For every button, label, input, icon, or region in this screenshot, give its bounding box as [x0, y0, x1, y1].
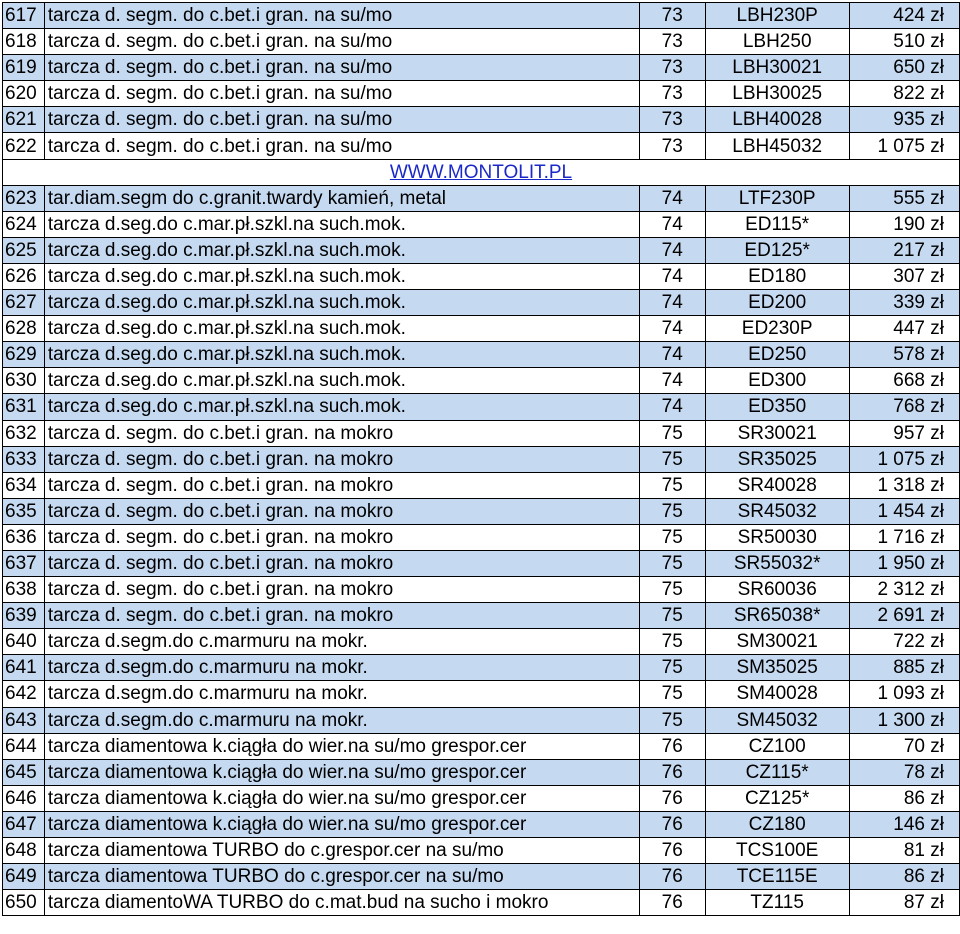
product-code-cell: SR45032: [705, 498, 849, 524]
product-code-cell: SM45032: [705, 707, 849, 733]
product-name-cell: tarcza d.seg.do c.mar.pł.szkl.na such.mok.: [44, 211, 639, 237]
product-name-cell: tarcza d. segm. do c.bet.i gran. na su/mo: [44, 133, 639, 159]
product-name-cell: tarcza d. segm. do c.bet.i gran. na su/mo: [44, 81, 639, 107]
row-number-cell: 640: [3, 629, 45, 655]
product-code-cell: ED200: [705, 290, 849, 316]
product-code-cell: CZ115*: [705, 759, 849, 785]
table-row: [3, 524, 960, 550]
catalog-page-cell: 74: [639, 237, 705, 263]
row-number-cell: 639: [3, 603, 45, 629]
product-name-cell: tarcza d.seg.do c.mar.pł.szkl.na such.mok.: [44, 316, 639, 342]
catalog-page-cell: 75: [639, 603, 705, 629]
price-cell: 510 zł: [849, 29, 959, 55]
price-cell: 190 zł: [849, 211, 959, 237]
table-row: [3, 733, 960, 759]
product-code-cell: SM30021: [705, 629, 849, 655]
row-number-cell: 628: [3, 316, 45, 342]
catalog-page-cell: 75: [639, 629, 705, 655]
product-name-cell: tarcza d. segm. do c.bet.i gran. na mokro: [44, 446, 639, 472]
table-row: [3, 263, 960, 289]
catalog-page-cell: 74: [639, 342, 705, 368]
product-code-cell: TZ115: [705, 890, 849, 916]
table-row: [3, 316, 960, 342]
catalog-page-cell: 73: [639, 107, 705, 133]
product-code-cell: SR55032*: [705, 550, 849, 576]
product-name-cell: tarcza diamentowa k.ciągła do wier.na su/mo grespor.cer: [44, 733, 639, 759]
product-name-cell: tarcza d. segm. do c.bet.i gran. na mokro: [44, 472, 639, 498]
product-name-cell: tarcza d.seg.do c.mar.pł.szkl.na such.mok.: [44, 394, 639, 420]
row-number-cell: 646: [3, 785, 45, 811]
product-code-cell: CZ100: [705, 733, 849, 759]
price-cell: 1 318 zł: [849, 472, 959, 498]
table-row: [3, 681, 960, 707]
product-name-cell: tarcza d. segm. do c.bet.i gran. na mokro: [44, 498, 639, 524]
link-row-group: [3, 159, 960, 185]
price-cell: 1 716 zł: [849, 524, 959, 550]
row-number-cell: 647: [3, 811, 45, 837]
price-cell: 555 zł: [849, 185, 959, 211]
table-row: [3, 342, 960, 368]
price-cell: 668 zł: [849, 368, 959, 394]
row-number-cell: 633: [3, 446, 45, 472]
product-code-cell: CZ125*: [705, 785, 849, 811]
product-name-cell: tarcza d.seg.do c.mar.pł.szkl.na such.mok.: [44, 237, 639, 263]
price-cell: 2 691 zł: [849, 603, 959, 629]
row-number-cell: 634: [3, 472, 45, 498]
price-list-body-top: [3, 3, 960, 160]
product-name-cell: tarcza d. segm. do c.bet.i gran. na mokro: [44, 550, 639, 576]
row-number-cell: 643: [3, 707, 45, 733]
catalog-page-cell: 75: [639, 524, 705, 550]
product-name-cell: tarcza d.segm.do c.marmuru na mokr.: [44, 655, 639, 681]
row-number-cell: 644: [3, 733, 45, 759]
row-number-cell: 641: [3, 655, 45, 681]
product-code-cell: LBH230P: [705, 3, 849, 29]
product-code-cell: TCE115E: [705, 864, 849, 890]
catalog-page-cell: 75: [639, 655, 705, 681]
catalog-page-cell: 76: [639, 759, 705, 785]
product-code-cell: SR30021: [705, 420, 849, 446]
table-row: [3, 838, 960, 864]
product-code-cell: LBH45032: [705, 133, 849, 159]
price-cell: 307 zł: [849, 263, 959, 289]
price-cell: 146 zł: [849, 811, 959, 837]
website-link-row: [3, 159, 960, 185]
table-row: [3, 55, 960, 81]
price-cell: 885 zł: [849, 655, 959, 681]
product-name-cell: tarcza d.seg.do c.mar.pł.szkl.na such.mok.: [44, 290, 639, 316]
product-code-cell: ED300: [705, 368, 849, 394]
catalog-page-cell: 73: [639, 3, 705, 29]
catalog-page-cell: 75: [639, 420, 705, 446]
price-cell: 1 454 zł: [849, 498, 959, 524]
table-row: [3, 211, 960, 237]
price-cell: 1 950 zł: [849, 550, 959, 576]
product-name-cell: tarcza d. segm. do c.bet.i gran. na mokro: [44, 420, 639, 446]
row-number-cell: 638: [3, 577, 45, 603]
product-name-cell: tarcza d.seg.do c.mar.pł.szkl.na such.mok.: [44, 368, 639, 394]
product-code-cell: ED180: [705, 263, 849, 289]
catalog-page-cell: 73: [639, 55, 705, 81]
price-cell: 78 zł: [849, 759, 959, 785]
product-code-cell: LTF230P: [705, 185, 849, 211]
price-cell: 957 zł: [849, 420, 959, 446]
price-cell: 339 zł: [849, 290, 959, 316]
product-name-cell: tarcza diamentoWA TURBO do c.mat.bud na sucho i mokro: [44, 890, 639, 916]
table-row: [3, 707, 960, 733]
catalog-page-cell: 76: [639, 785, 705, 811]
table-row: [3, 3, 960, 29]
catalog-page-cell: 75: [639, 681, 705, 707]
product-code-cell: SR65038*: [705, 603, 849, 629]
catalog-page-cell: 75: [639, 498, 705, 524]
row-number-cell: 620: [3, 81, 45, 107]
product-name-cell: tarcza d. segm. do c.bet.i gran. na su/mo: [44, 3, 639, 29]
table-row: [3, 472, 960, 498]
catalog-page-cell: 74: [639, 211, 705, 237]
row-number-cell: 648: [3, 838, 45, 864]
catalog-page-cell: 74: [639, 394, 705, 420]
catalog-page-cell: 74: [639, 368, 705, 394]
product-name-cell: tarcza d. segm. do c.bet.i gran. na mokro: [44, 524, 639, 550]
product-code-cell: ED230P: [705, 316, 849, 342]
product-name-cell: tarcza diamentowa k.ciągła do wier.na su/mo grespor.cer: [44, 759, 639, 785]
product-code-cell: LBH40028: [705, 107, 849, 133]
table-row: [3, 107, 960, 133]
product-code-cell: ED125*: [705, 237, 849, 263]
catalog-page-cell: 74: [639, 185, 705, 211]
product-name-cell: tarcza d.seg.do c.mar.pł.szkl.na such.mok.: [44, 263, 639, 289]
catalog-page-cell: 75: [639, 577, 705, 603]
row-number-cell: 623: [3, 185, 45, 211]
price-cell: 86 zł: [849, 785, 959, 811]
table-row: [3, 655, 960, 681]
catalog-page-cell: 75: [639, 707, 705, 733]
price-cell: 650 zł: [849, 55, 959, 81]
catalog-page-cell: 74: [639, 290, 705, 316]
product-name-cell: tar.diam.segm do c.granit.twardy kamień, metal: [44, 185, 639, 211]
catalog-page-cell: 76: [639, 864, 705, 890]
row-number-cell: 618: [3, 29, 45, 55]
row-number-cell: 649: [3, 864, 45, 890]
table-row: [3, 290, 960, 316]
price-cell: 87 zł: [849, 890, 959, 916]
product-name-cell: tarcza diamentowa k.ciągła do wier.na su/mo grespor.cer: [44, 811, 639, 837]
catalog-page-cell: 74: [639, 316, 705, 342]
row-number-cell: 636: [3, 524, 45, 550]
row-number-cell: 630: [3, 368, 45, 394]
product-name-cell: tarcza d. segm. do c.bet.i gran. na su/mo: [44, 29, 639, 55]
product-code-cell: LBH30021: [705, 55, 849, 81]
product-name-cell: tarcza diamentowa k.ciągła do wier.na su/mo grespor.cer: [44, 785, 639, 811]
price-list-table: [2, 2, 960, 916]
price-cell: 424 zł: [849, 3, 959, 29]
row-number-cell: 627: [3, 290, 45, 316]
row-number-cell: 624: [3, 211, 45, 237]
website-link[interactable]: WWW.MONTOLIT.PL: [389, 161, 573, 183]
catalog-page-cell: 73: [639, 81, 705, 107]
table-row: [3, 498, 960, 524]
row-number-cell: 635: [3, 498, 45, 524]
product-name-cell: tarcza d. segm. do c.bet.i gran. na mokro: [44, 577, 639, 603]
product-code-cell: SR50030: [705, 524, 849, 550]
product-name-cell: tarcza d.segm.do c.marmuru na mokr.: [44, 707, 639, 733]
price-cell: 1 093 zł: [849, 681, 959, 707]
price-cell: 1 300 zł: [849, 707, 959, 733]
catalog-page-cell: 76: [639, 890, 705, 916]
row-number-cell: 631: [3, 394, 45, 420]
product-code-cell: SM35025: [705, 655, 849, 681]
row-number-cell: 617: [3, 3, 45, 29]
table-row: [3, 577, 960, 603]
product-code-cell: SM40028: [705, 681, 849, 707]
row-number-cell: 625: [3, 237, 45, 263]
catalog-page-cell: 76: [639, 733, 705, 759]
row-number-cell: 619: [3, 55, 45, 81]
product-name-cell: tarcza d. segm. do c.bet.i gran. na su/mo: [44, 107, 639, 133]
price-cell: 1 075 zł: [849, 133, 959, 159]
catalog-page-cell: 76: [639, 811, 705, 837]
product-code-cell: SR35025: [705, 446, 849, 472]
product-code-cell: LBH250: [705, 29, 849, 55]
product-name-cell: tarcza d.segm.do c.marmuru na mokr.: [44, 681, 639, 707]
table-row: [3, 759, 960, 785]
price-cell: 578 zł: [849, 342, 959, 368]
price-cell: 768 zł: [849, 394, 959, 420]
catalog-page-cell: 74: [639, 263, 705, 289]
row-number-cell: 629: [3, 342, 45, 368]
price-cell: 81 zł: [849, 838, 959, 864]
price-cell: 1 075 zł: [849, 446, 959, 472]
row-number-cell: 637: [3, 550, 45, 576]
catalog-page-cell: 75: [639, 446, 705, 472]
product-code-cell: LBH30025: [705, 81, 849, 107]
table-row: [3, 394, 960, 420]
price-cell: 822 zł: [849, 81, 959, 107]
catalog-page-cell: 76: [639, 838, 705, 864]
table-row: [3, 185, 960, 211]
product-name-cell: tarcza d.seg.do c.mar.pł.szkl.na such.mok.: [44, 342, 639, 368]
catalog-page-cell: 73: [639, 133, 705, 159]
table-row: [3, 420, 960, 446]
row-number-cell: 632: [3, 420, 45, 446]
catalog-page-cell: 75: [639, 472, 705, 498]
row-number-cell: 645: [3, 759, 45, 785]
table-row: [3, 446, 960, 472]
price-cell: 70 zł: [849, 733, 959, 759]
table-row: [3, 368, 960, 394]
price-cell: 722 zł: [849, 629, 959, 655]
table-row: [3, 785, 960, 811]
website-link-cell: [3, 159, 960, 185]
price-cell: 217 zł: [849, 237, 959, 263]
catalog-page-cell: 75: [639, 550, 705, 576]
product-code-cell: SR60036: [705, 577, 849, 603]
table-row: [3, 864, 960, 890]
price-cell: 86 zł: [849, 864, 959, 890]
table-row: [3, 550, 960, 576]
table-row: [3, 811, 960, 837]
product-code-cell: CZ180: [705, 811, 849, 837]
table-row: [3, 890, 960, 916]
product-code-cell: TCS100E: [705, 838, 849, 864]
row-number-cell: 621: [3, 107, 45, 133]
row-number-cell: 626: [3, 263, 45, 289]
product-name-cell: tarcza d. segm. do c.bet.i gran. na su/mo: [44, 55, 639, 81]
table-row: [3, 237, 960, 263]
price-cell: 447 zł: [849, 316, 959, 342]
price-cell: 935 zł: [849, 107, 959, 133]
catalog-page-cell: 73: [639, 29, 705, 55]
table-row: [3, 133, 960, 159]
price-list-body-bottom: [3, 185, 960, 916]
product-code-cell: ED250: [705, 342, 849, 368]
table-row: [3, 603, 960, 629]
product-code-cell: ED115*: [705, 211, 849, 237]
table-row: [3, 81, 960, 107]
product-name-cell: tarcza diamentowa TURBO do c.grespor.cer na su/mo: [44, 838, 639, 864]
row-number-cell: 650: [3, 890, 45, 916]
table-row: [3, 629, 960, 655]
product-name-cell: tarcza diamentowa TURBO do c.grespor.cer na su/mo: [44, 864, 639, 890]
table-row: [3, 29, 960, 55]
row-number-cell: 622: [3, 133, 45, 159]
product-name-cell: tarcza d. segm. do c.bet.i gran. na mokro: [44, 603, 639, 629]
product-name-cell: tarcza d.segm.do c.marmuru na mokr.: [44, 629, 639, 655]
row-number-cell: 642: [3, 681, 45, 707]
price-cell: 2 312 zł: [849, 577, 959, 603]
product-code-cell: ED350: [705, 394, 849, 420]
product-code-cell: SR40028: [705, 472, 849, 498]
